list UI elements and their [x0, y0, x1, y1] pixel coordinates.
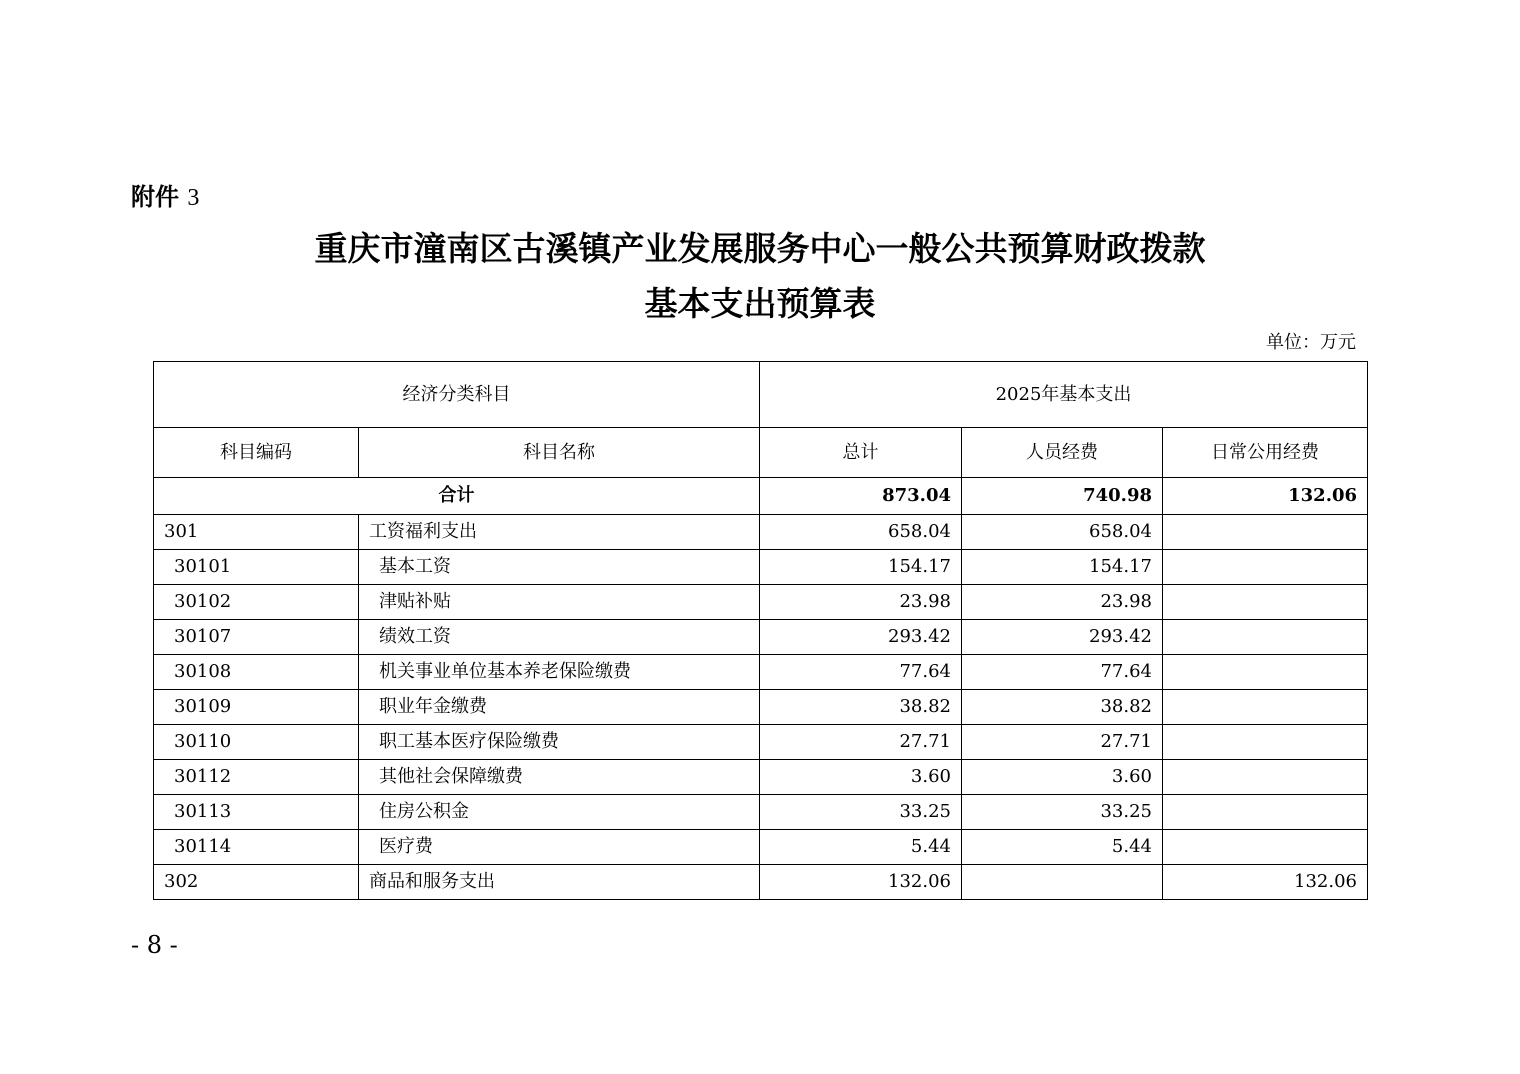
- cell-code: 30113: [154, 795, 359, 830]
- cell-personnel: 38.82: [962, 690, 1163, 725]
- header-row-1: [154, 362, 1368, 428]
- cell-code: 30110: [154, 725, 359, 760]
- cell-name: 机关事业单位基本养老保险缴费: [359, 655, 760, 690]
- cell-name: 商品和服务支出: [359, 865, 760, 900]
- page-title-line1: 重庆市潼南区古溪镇产业发展服务中心一般公共预算财政拨款: [314, 229, 1206, 268]
- cell-total: 132.06: [760, 865, 962, 900]
- cell-code: 302: [154, 865, 359, 900]
- header-code: 科目编码: [154, 428, 359, 478]
- page-title-line2: 基本支出预算表: [644, 284, 876, 323]
- cell-name: 职业年金缴费: [359, 690, 760, 725]
- cell-name: 工资福利支出: [359, 515, 760, 550]
- cell-total: 23.98: [760, 585, 962, 620]
- header-category: 经济分类科目: [154, 362, 760, 428]
- cell-total: 38.82: [760, 690, 962, 725]
- cell-total: 5.44: [760, 830, 962, 865]
- table-row: [154, 655, 1368, 690]
- cell-code: 30102: [154, 585, 359, 620]
- cell-code: 301: [154, 515, 359, 550]
- unit-label: 单位：万元: [1266, 332, 1356, 353]
- cell-name: 医疗费: [359, 830, 760, 865]
- cell-total: 3.60: [760, 760, 962, 795]
- cell-code: 30108: [154, 655, 359, 690]
- table-row: [154, 795, 1368, 830]
- total-row: [154, 478, 1368, 515]
- cell-public: [1163, 585, 1368, 620]
- cell-public: 132.06: [1163, 865, 1368, 900]
- cell-public: [1163, 830, 1368, 865]
- cell-public: [1163, 620, 1368, 655]
- attachment-label: [131, 182, 199, 213]
- cell-public: [1163, 550, 1368, 585]
- cell-personnel: 293.42: [962, 620, 1163, 655]
- header-expenditure: 2025年基本支出: [760, 362, 1368, 428]
- cell-personnel: 27.71: [962, 725, 1163, 760]
- table-row: [154, 585, 1368, 620]
- cell-total: 33.25: [760, 795, 962, 830]
- total-public: 132.06: [1163, 478, 1368, 515]
- table-row: [154, 515, 1368, 550]
- header-name: 科目名称: [359, 428, 760, 478]
- cell-personnel: 77.64: [962, 655, 1163, 690]
- cell-public: [1163, 795, 1368, 830]
- cell-code: 30109: [154, 690, 359, 725]
- table-row: [154, 690, 1368, 725]
- cell-total: 77.64: [760, 655, 962, 690]
- cell-name: 津贴补贴: [359, 585, 760, 620]
- table-row: [154, 550, 1368, 585]
- cell-code: 30112: [154, 760, 359, 795]
- table-row: [154, 620, 1368, 655]
- table-row: [154, 830, 1368, 865]
- cell-total: 658.04: [760, 515, 962, 550]
- cell-public: [1163, 515, 1368, 550]
- cell-personnel: 33.25: [962, 795, 1163, 830]
- cell-name: 住房公积金: [359, 795, 760, 830]
- cell-name: 绩效工资: [359, 620, 760, 655]
- header-personnel: 人员经费: [962, 428, 1163, 478]
- cell-public: [1163, 690, 1368, 725]
- total-personnel: 740.98: [962, 478, 1163, 515]
- table-row: [154, 725, 1368, 760]
- cell-personnel: 658.04: [962, 515, 1163, 550]
- cell-public: [1163, 760, 1368, 795]
- header-public: 日常公用经费: [1163, 428, 1368, 478]
- cell-personnel: 3.60: [962, 760, 1163, 795]
- attachment-text: 附件: [131, 183, 179, 211]
- cell-total: 154.17: [760, 550, 962, 585]
- budget-table: [153, 361, 1368, 900]
- attachment-number: 3: [187, 185, 200, 211]
- header-row-2: [154, 428, 1368, 478]
- cell-name: 职工基本医疗保险缴费: [359, 725, 760, 760]
- cell-personnel: [962, 865, 1163, 900]
- total-value: 873.04: [760, 478, 962, 515]
- cell-code: 30114: [154, 830, 359, 865]
- cell-personnel: 5.44: [962, 830, 1163, 865]
- cell-code: 30101: [154, 550, 359, 585]
- cell-name: 其他社会保障缴费: [359, 760, 760, 795]
- cell-public: [1163, 725, 1368, 760]
- cell-total: 27.71: [760, 725, 962, 760]
- table-row: [154, 865, 1368, 900]
- total-label: 合计: [154, 478, 760, 515]
- header-total: 总计: [760, 428, 962, 478]
- cell-name: 基本工资: [359, 550, 760, 585]
- table-row: [154, 760, 1368, 795]
- cell-code: 30107: [154, 620, 359, 655]
- cell-public: [1163, 655, 1368, 690]
- cell-personnel: 154.17: [962, 550, 1163, 585]
- page-number: - 8 -: [131, 931, 178, 959]
- cell-total: 293.42: [760, 620, 962, 655]
- cell-personnel: 23.98: [962, 585, 1163, 620]
